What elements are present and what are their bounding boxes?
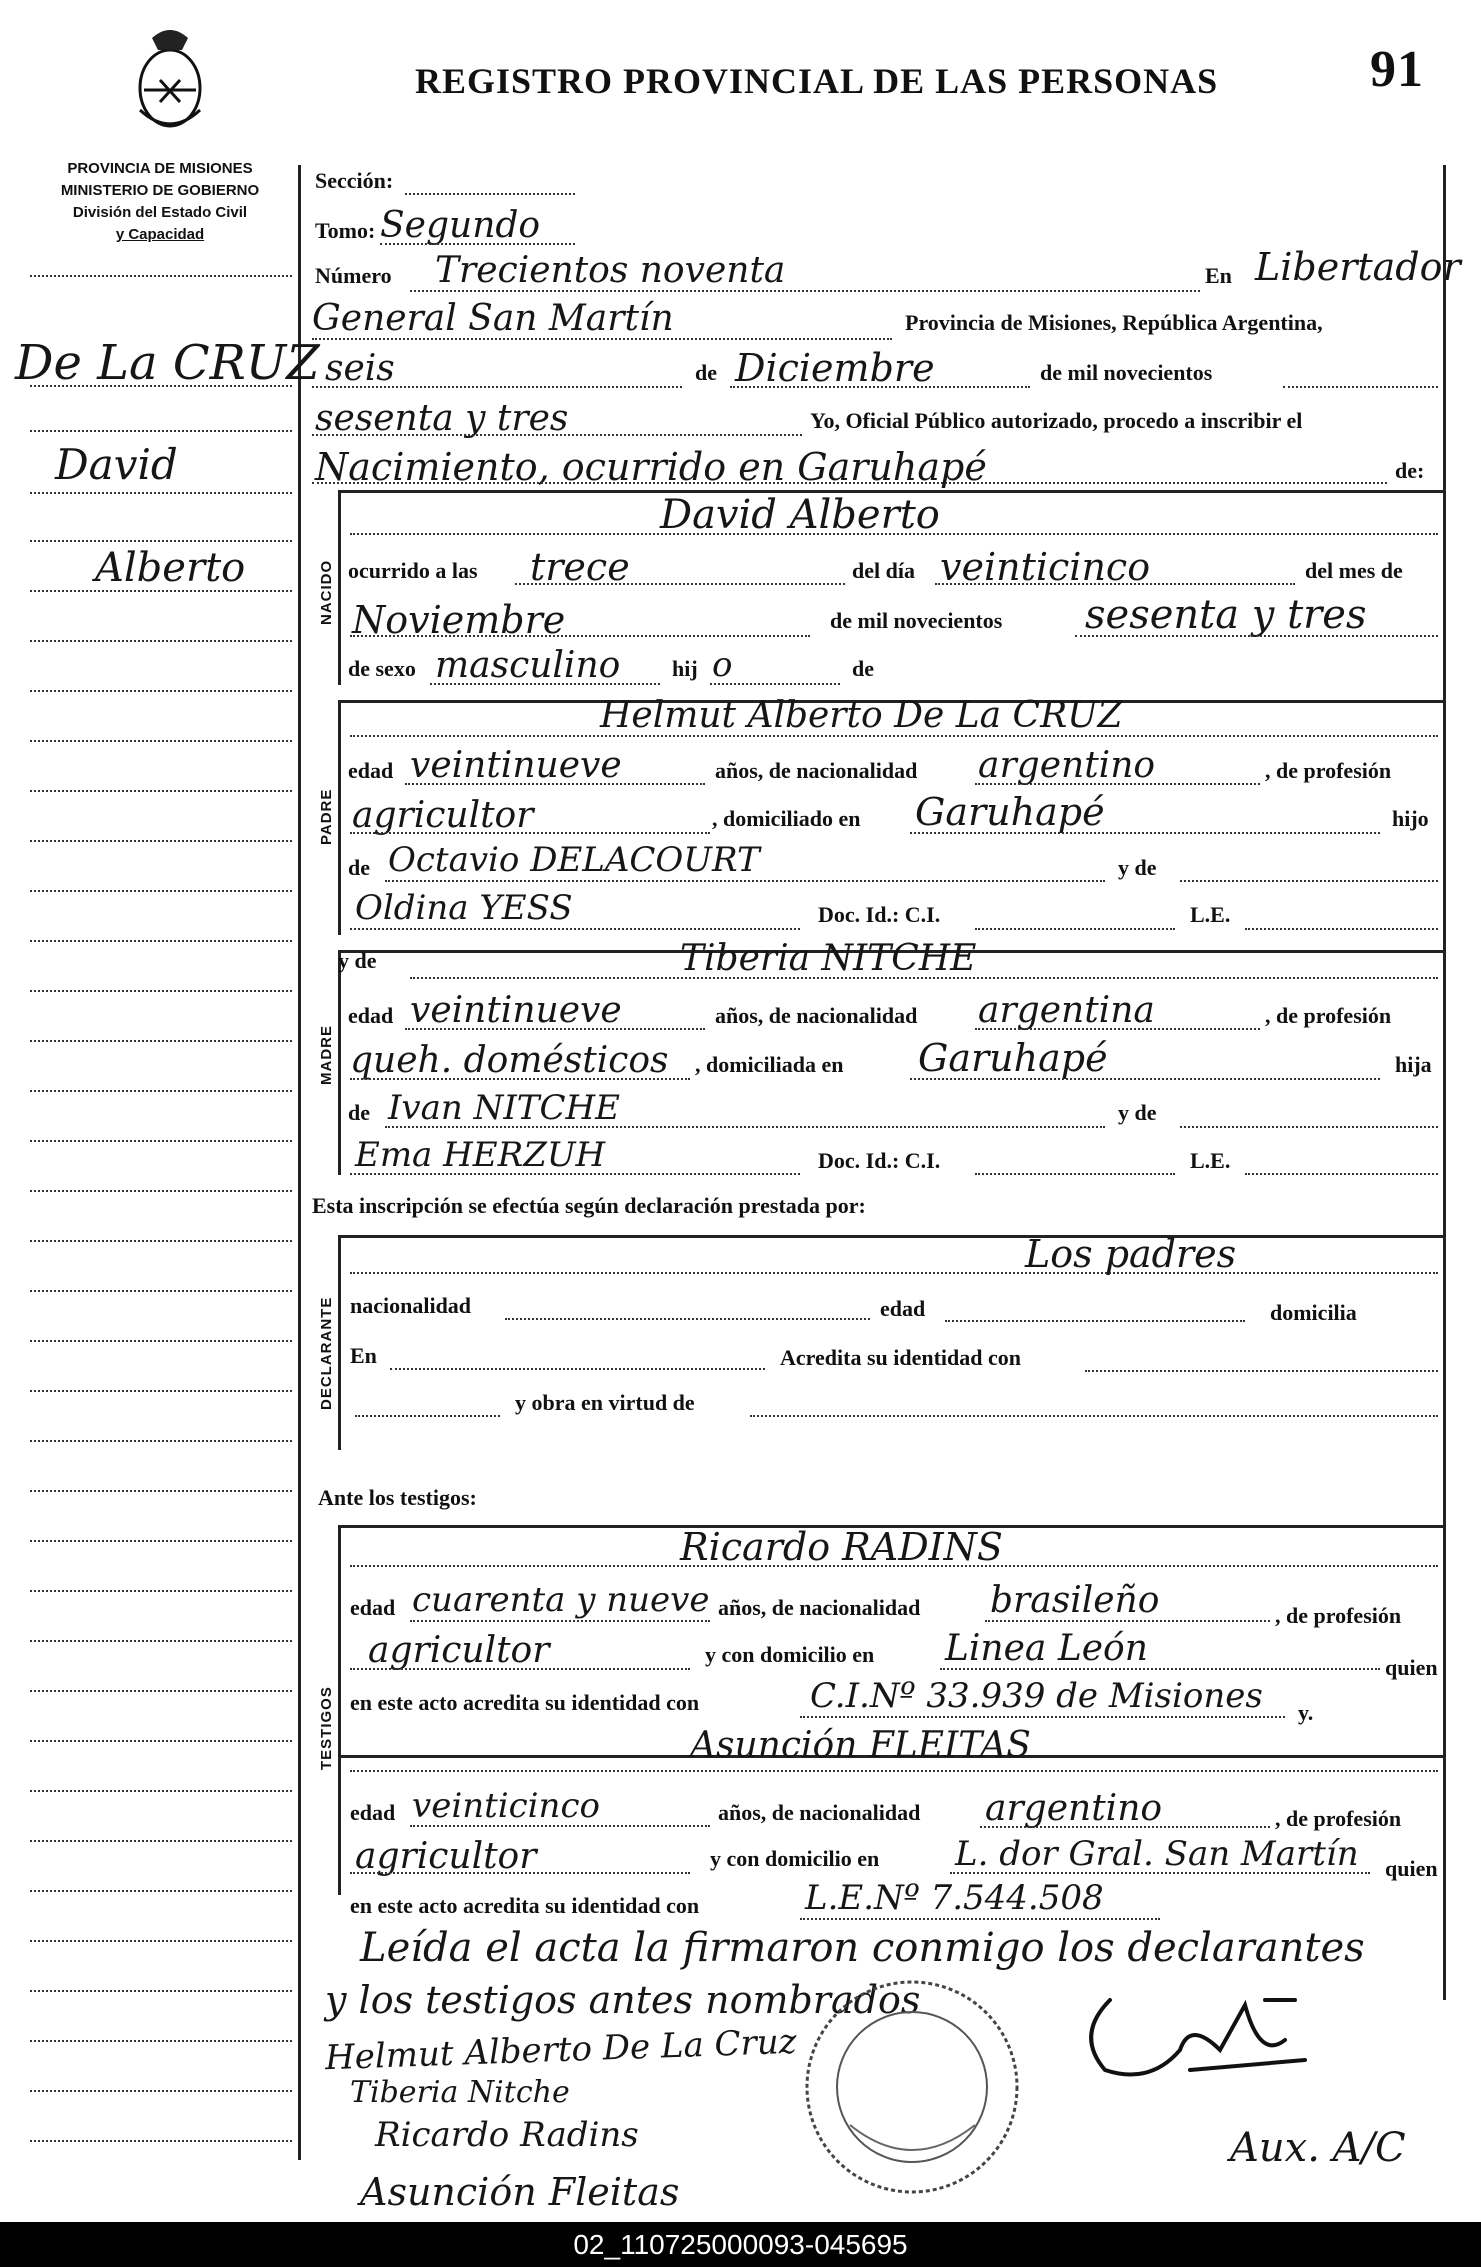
mes-value: Diciembre: [735, 346, 935, 390]
de-label: de: [695, 360, 717, 385]
side-label-testigos: TESTIGOS: [318, 1686, 335, 1770]
document-code-bar: [0, 2222, 1481, 2267]
del-dia-label: del día: [852, 558, 915, 583]
testigo1-quien-label: quien: [1385, 1655, 1438, 1680]
margin-divider: [298, 165, 301, 2160]
side-label-nacido: NACIDO: [318, 559, 335, 625]
testigo1-identidad: C.I.Nº 33.939 de Misiones: [810, 1676, 1263, 1716]
numero-label: Número: [315, 263, 392, 288]
padre-nacionalidad: argentino: [978, 745, 1156, 786]
page-title: REGISTRO PROVINCIAL DE LAS PERSONAS: [415, 61, 1219, 101]
testigo1-profesion-label: , de profesión: [1275, 1603, 1402, 1628]
padre-profesion-label: , de profesión: [1265, 758, 1392, 783]
closing-line-2: y los testigos antes nombrados: [325, 1978, 921, 2022]
declarante-nacionalidad-label: nacionalidad: [350, 1293, 472, 1318]
dia-nac-value: veinticinco: [940, 545, 1151, 589]
provincia-label: Provincia de Misiones, República Argentina,: [905, 310, 1323, 335]
padre-nacionalidad-label: años, de nacionalidad: [715, 758, 918, 783]
coat-of-arms-icon: [130, 20, 210, 135]
nacido-nombre: David Alberto: [660, 492, 940, 538]
closing-line-1: Leída el acta la firmaron conmigo los declarantes: [360, 1925, 1365, 1971]
side-label-declarante: DECLARANTE: [318, 1296, 335, 1410]
ministry-line: PROVINCIA DE MISIONES: [67, 160, 253, 177]
testigo1-edad: cuarenta y nueve: [412, 1580, 710, 1620]
madre-le-label: L.E.: [1190, 1148, 1231, 1173]
madre-edad-label: edad: [348, 1003, 394, 1028]
madre-nombre: Tiberia NITCHE: [680, 938, 977, 979]
madre-doc-label: Doc. Id.: C.I.: [818, 1148, 941, 1173]
padre-domicilio-label: , domiciliado en: [712, 806, 861, 831]
lugar-value: General San Martín: [312, 298, 674, 339]
declarante-edad-label: edad: [880, 1296, 926, 1321]
madre-padre: Ivan NITCHE: [388, 1088, 620, 1128]
page-number: 91: [1370, 41, 1424, 98]
declarante-domicilia-label: domicilia: [1270, 1300, 1357, 1325]
hij-suffix: o: [712, 645, 733, 685]
de-label-2: de: [852, 656, 874, 681]
testigo1-nombre: Ricardo RADINS: [680, 1525, 1003, 1569]
right-border: [1443, 165, 1446, 2000]
del-mes-label: del mes de: [1305, 558, 1403, 583]
hij-label: hij: [672, 656, 698, 681]
margin-surname: De La CRUZ: [15, 335, 320, 391]
testigos-bracket: [338, 1525, 341, 1895]
obra-virtud-label: y obra en virtud de: [515, 1390, 695, 1415]
ante-testigos-label: Ante los testigos:: [318, 1485, 477, 1510]
padre-profesion: agricultor: [352, 795, 534, 836]
padre-domicilio: Garuhapé: [915, 790, 1105, 834]
madre-profesion-label: , de profesión: [1265, 1003, 1392, 1028]
madre-y-de-label: y de: [338, 948, 377, 973]
dia-value: seis: [325, 348, 395, 389]
testigo2-quien-label: quien: [1385, 1856, 1438, 1881]
declarante-bracket: [338, 1235, 341, 1450]
hija-label: hija: [1395, 1052, 1432, 1077]
side-label-padre: PADRE: [318, 788, 335, 845]
madre-nacionalidad: argentina: [978, 990, 1155, 1031]
tomo-label: Tomo:: [315, 218, 376, 243]
official-seal: [800, 1975, 1025, 2200]
testigo1-profesion: agricultor: [368, 1630, 550, 1671]
testigo1-acredita-label: en este acto acredita su identidad con: [350, 1690, 700, 1715]
en-value: Libertador: [1255, 245, 1461, 289]
testigo2-nombre: Asunción FLEITAS: [690, 1725, 1031, 1766]
padre-le-label: L.E.: [1190, 902, 1231, 927]
padre-madre: Oldina YESS: [355, 888, 573, 928]
testigo1-nacionalidad: brasileño: [990, 1580, 1160, 1621]
testigo2-profesion-label: , de profesión: [1275, 1806, 1402, 1831]
madre-edad: veintinueve: [410, 990, 622, 1031]
testigo2-edad: veinticinco: [412, 1786, 600, 1826]
testigo2-profesion: agricultor: [355, 1836, 537, 1877]
ministry-line: División del Estado Civil: [72, 204, 248, 221]
tomo-value: Segundo: [380, 205, 541, 246]
testigo2-domicilio: L. dor Gral. San Martín: [955, 1834, 1359, 1874]
en-label: En: [1205, 263, 1232, 288]
madre-y-de-label-2: y de: [1118, 1100, 1157, 1125]
padre-de-label: de: [348, 855, 370, 880]
acredita-label: Acredita su identidad con: [780, 1345, 1022, 1370]
madre-de-label: de: [348, 1100, 370, 1125]
madre-domicilio: Garuhapé: [918, 1036, 1108, 1080]
margin-middle-name: Alberto: [95, 545, 246, 591]
testigo1-domicilio: Linea León: [945, 1628, 1148, 1669]
declarante-en-label: En: [350, 1343, 377, 1368]
mes-nac-value: Noviembre: [352, 598, 566, 642]
padre-nombre: Helmut Alberto De La CRUZ: [600, 695, 1123, 736]
de-colon-label: de:: [1395, 458, 1425, 483]
testigo2-identidad: L.E.Nº 7.544.508: [805, 1878, 1104, 1918]
padre-y-de-label: y de: [1118, 855, 1157, 880]
padre-padre: Octavio DELACOURT: [388, 840, 760, 880]
madre-madre: Ema HERZUH: [355, 1135, 606, 1175]
de-mil-novecientos-label-2: de mil novecientos: [830, 608, 1003, 633]
padre-edad: veintinueve: [410, 745, 622, 786]
signature-madre: Tiberia Nitche: [350, 2075, 570, 2110]
official-signature: [1070, 1980, 1310, 2090]
sexo-label: de sexo: [348, 656, 416, 681]
hora-value: trece: [530, 545, 630, 589]
tipo-value: Nacimiento, ocurrido en Garuhapé: [315, 445, 987, 489]
madre-profesion: queh. domésticos: [350, 1040, 669, 1081]
ministry-line: MINISTERIO DE GOBIERNO: [60, 182, 260, 199]
official-title: Aux. A/C: [1230, 2125, 1406, 2171]
testigo2-domicilio-label: y con domicilio en: [710, 1846, 880, 1871]
madre-domicilio-label: , domiciliada en: [695, 1052, 844, 1077]
signature-padre: Helmut Alberto De La Cruz: [324, 2021, 798, 2079]
side-label-madre: MADRE: [318, 1025, 335, 1085]
testigo1-edad-label: edad: [350, 1595, 396, 1620]
madre-nacionalidad-label: años, de nacionalidad: [715, 1003, 918, 1028]
numero-value: Trecientos noventa: [435, 250, 786, 291]
seccion-label: Sección:: [315, 168, 394, 193]
anio-value: sesenta y tres: [315, 398, 569, 439]
declarante-bracket-top: [338, 1235, 1443, 1238]
ministry-block: [30, 158, 290, 246]
declarante-nombre: Los padres: [1025, 1232, 1237, 1276]
document-code: 02_110725000093-045695: [573, 2229, 908, 2260]
ministry-line: y Capacidad: [115, 226, 205, 243]
sexo-value: masculino: [435, 645, 621, 686]
testigo2-nacionalidad: argentino: [985, 1788, 1163, 1829]
de-mil-novecientos-label: de mil novecientos: [1040, 360, 1213, 385]
ocurrido-label: ocurrido a las: [348, 558, 478, 583]
margin-first-name: David: [55, 440, 178, 489]
testigo1-nacionalidad-label: años, de nacionalidad: [718, 1595, 921, 1620]
testigo2-nacionalidad-label: años, de nacionalidad: [718, 1800, 921, 1825]
padre-doc-label: Doc. Id.: C.I.: [818, 902, 941, 927]
testigo1-domicilio-label: y con domicilio en: [705, 1642, 875, 1667]
testigo2-acredita-label: en este acto acredita su identidad con: [350, 1893, 700, 1918]
yo-oficial-label: Yo, Oficial Público autorizado, procedo a inscribir el: [810, 408, 1303, 433]
testigo2-edad-label: edad: [350, 1800, 396, 1825]
madre-bracket: [338, 950, 341, 1175]
signature-testigo-2: Asunción Fleitas: [360, 2170, 680, 2214]
inscripcion-label: Esta inscripción se efectúa según declaración prestada por:: [312, 1193, 866, 1218]
nacido-bracket: [338, 490, 341, 685]
padre-bracket: [338, 700, 341, 935]
testigo1-y-label: y.: [1298, 1700, 1314, 1725]
hijo-label: hijo: [1392, 806, 1429, 831]
anio-nac-value: sesenta y tres: [1085, 592, 1367, 638]
padre-edad-label: edad: [348, 758, 394, 783]
signature-testigo-1: Ricardo Radins: [375, 2115, 639, 2155]
